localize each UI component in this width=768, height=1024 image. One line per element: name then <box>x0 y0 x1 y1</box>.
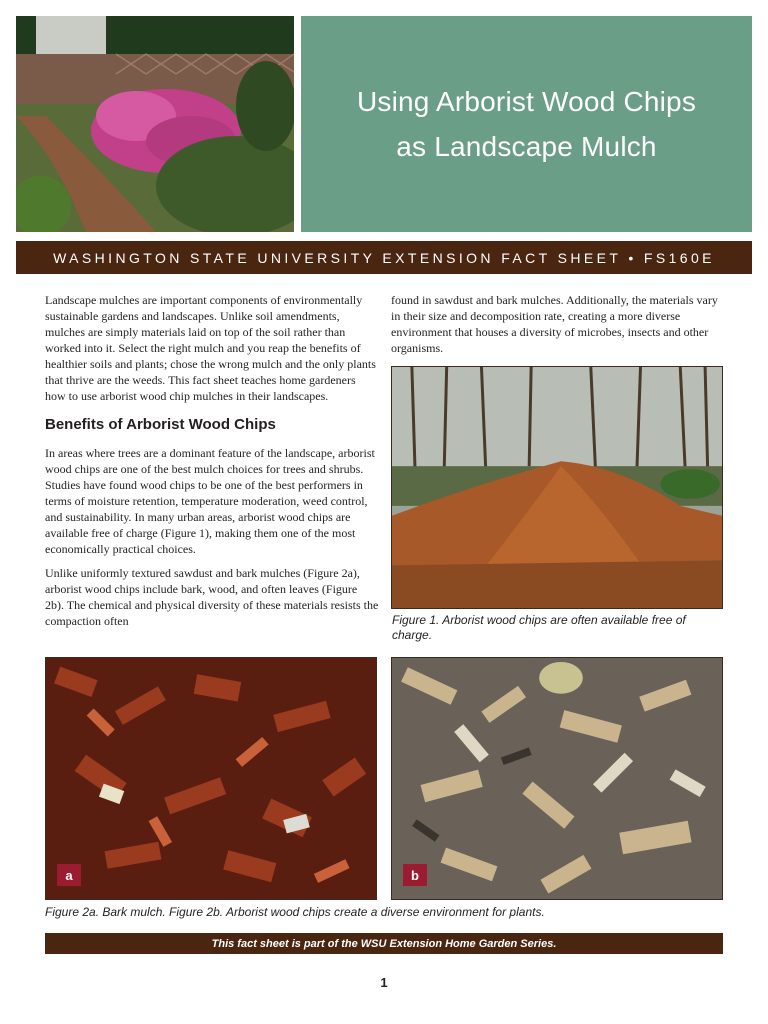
page-number: 1 <box>380 975 388 990</box>
figure-2a-bark-mulch-photo <box>45 657 377 900</box>
figure-2b-badge: b <box>403 864 427 886</box>
banner-text: WASHINGTON STATE UNIVERSITY EXTENSION FACT SHEET • FS160E <box>53 249 715 266</box>
series-note-text: This fact sheet is part of the WSU Extension Home Garden Series. <box>211 937 557 950</box>
figure-2a-badge: a <box>57 864 81 886</box>
hero-garden-photo <box>16 16 294 232</box>
title-line-1: Using Arborist Wood Chips <box>356 86 697 117</box>
title-box <box>301 16 752 232</box>
right-column <box>391 292 724 364</box>
benefits-paragraph-2: Unlike uniformly textured sawdust and bark mulches (Figure 2a), arborist wood chips include bark, wood, and often leaves (Figure 2b). The chemical and physical diversity of these materials resists the compaction often <box>45 566 379 628</box>
benefits-paragraph-1: In areas where trees are a dominant feature of the landscape, arborist wood chips are one of the best mulch choices for trees and shrubs. Studies have found wood chips to be one of the best performers in terms of moisture retention, temperature moderation, weed control, and sustainability. In many urban areas, arborist wood chips are available free of charge (Figure 1), making them one of the most economically practical choices. <box>45 446 375 556</box>
figure-2b-wood-chips-photo <box>391 657 723 900</box>
intro-paragraph: Landscape mulches are important components of environmentally sustainable gardens and landscapes. Unlike soil amendments, mulches are simply materials laid on top of the soil rather than worked into it. Select the right mulch and you reap the benefits of healthier soils and plants; chose the wrong mulch and the only plants that thrive are the weeds. This fact sheet teaches home gardeners how to use arborist wood chip mulches in their landscapes. <box>45 293 376 403</box>
series-note-bar <box>45 933 723 954</box>
fact-sheet-banner <box>16 241 752 274</box>
figure-1-photo <box>391 366 723 609</box>
benefits-paragraph-2-continued: found in sawdust and bark mulches. Additionally, the materials vary in their size and decomposition rate, creating a more diverse environment that houses a diversity of microbes, insects and other organisms. <box>391 293 718 355</box>
figure-1-caption: Figure 1. Arborist wood chips are often available free of charge. <box>392 613 686 642</box>
title-line-2: as Landscape Mulch <box>396 131 657 162</box>
figure-2-caption: Figure 2a. Bark mulch. Figure 2b. Arborist wood chips create a diverse environment for plants. <box>45 905 545 919</box>
section-heading: Benefits of Arborist Wood Chips <box>45 416 276 433</box>
document-title <box>327 79 727 169</box>
left-column <box>45 292 379 637</box>
